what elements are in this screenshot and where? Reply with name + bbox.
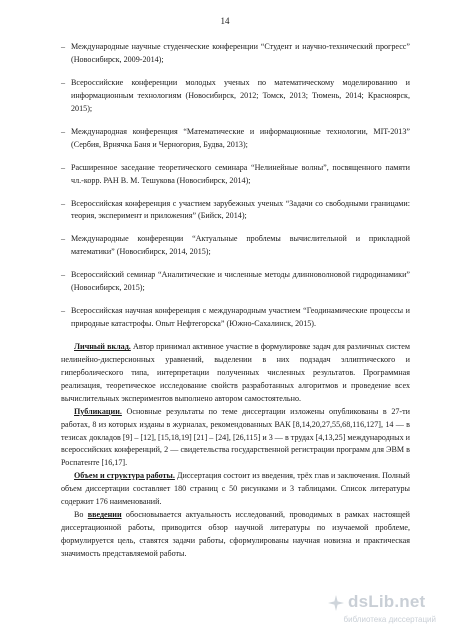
dslib-watermark	[326, 593, 436, 627]
introduction-heading: введении	[87, 509, 122, 519]
conference-list	[61, 41, 410, 331]
list-item: – Всероссийские конференции молодых ученых по математическому моделированию и информационным технологиям (Новосибирск, 2012; Томск, 2013; Тюмень, 2014; Красноярск, 2015);	[61, 77, 410, 116]
list-item: – Всероссийский семинар “Аналитические и численные методы длинноволновой гидродинамики” (Новосибирск, 2015);	[61, 269, 410, 295]
list-item: – Всероссийская конференция с участием зарубежных ученых “Задачи со свободными границами: теория, эксперимент и приложения” (Бийск, 2014);	[61, 198, 410, 224]
publications-paragraph	[61, 406, 410, 471]
list-item: – Международные научные студенческие конференции “Студент и научно-технический прогресс” (Новосибирск, 2009-2014);	[61, 41, 410, 67]
introduction-lead: Во	[74, 509, 88, 519]
page-content	[61, 41, 410, 561]
personal-contribution-paragraph	[61, 341, 410, 406]
publications-text: Основные результаты по теме диссертации изложены опубликованы в 27-ти работах, 8 из которых изданы в журналах, рекомендованных ВАК [8,14,20,27,55,68,116,127], 14 — в тезисах докладов [9] – [12], [15,18,19] [21] – [24], [26,115] и 3 — в трудах [4,13,25] международных и всероссийских конференций, 2 — свидетельства государственной регистрации программ для ЭВМ в Роспатенте [16,17].	[61, 406, 410, 468]
watermark-site: dsLib.net	[348, 592, 426, 611]
page-number: 14	[220, 16, 230, 26]
list-item: – Всероссийская научная конференция с международным участием “Геодинамические процессы и природные катастрофы. Опыт Нефтегорска” (Южно-Сахалинск, 2015).	[61, 305, 410, 331]
introduction-text: обосновывается актуальность исследований, проводимых в рамках настоящей диссертационной работы, приводится обзор научной литературы по изучаемой проблеме, формулируется цель, ставятся задачи работы, сформулированы научная новизна и практическая значимость представляемой работы.	[61, 509, 410, 558]
list-item: – Расширенное заседание теоретического семинара “Нелинейные волны”, посвященного памяти чл.-корр. РАН В. М. Тешукова (Новосибирск, 2014);	[61, 162, 410, 188]
introduction-paragraph	[61, 509, 410, 561]
personal-contribution-heading: Личный вклад.	[74, 342, 131, 352]
structure-text: Диссертация состоит из введения, трёх глав и заключения. Полный объем диссертации составляет 180 страниц с 50 рисунками и 3 таблицами. Список литературы содержит 176 наименований.	[61, 471, 411, 507]
personal-contribution-text: Автор принимал активное участие в формулировке задач для различных систем нелинейно-дисперсионных уравнений, выделении в них подзадач эллиптического и гиперболического типа, интерпретации полученных численных результатов. Программная реализация, теоретическое исследование свойств разработанных алгоритмов и проведение всех вычислительных экспериментов выполнено автором самостоятельно.	[61, 342, 410, 403]
structure-paragraph	[61, 470, 410, 509]
list-item: – Международная конференция “Математические и информационные технологии, MIT-2013” (Сербия, Врнячка Баня и Черногория, Будва, 2013);	[61, 126, 410, 152]
dslib-logo-icon	[326, 593, 346, 613]
watermark-tagline: библиотека диссертаций	[343, 615, 436, 624]
list-item: – Международные конференции “Актуальные проблемы вычислительной и прикладной математики” (Новосибирск, 2014, 2015);	[61, 233, 410, 259]
structure-heading: Объем и структура работы.	[74, 471, 175, 481]
publications-heading: Публикации.	[74, 406, 122, 416]
